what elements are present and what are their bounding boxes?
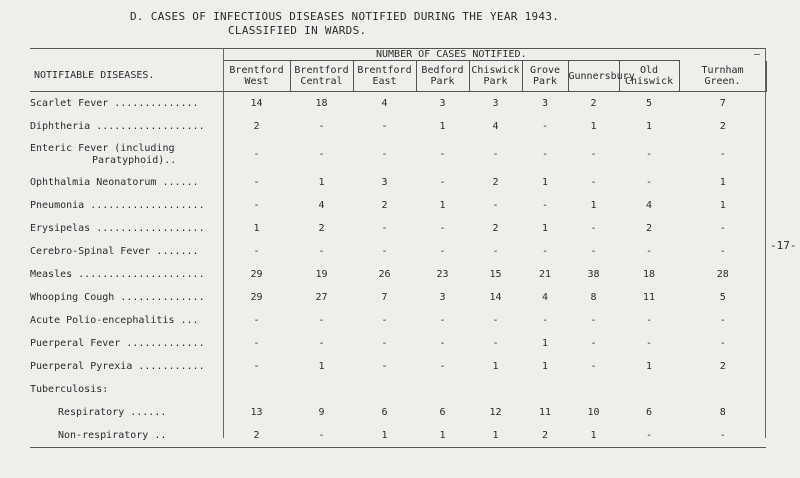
table-row (30, 309, 766, 332)
table-cell (619, 378, 679, 401)
table-cell: 11 (538, 407, 552, 418)
table-cell: - (719, 149, 726, 160)
table-row (30, 92, 766, 116)
table-row (30, 424, 766, 448)
table-cell: - (253, 246, 260, 257)
table-cell: - (439, 223, 446, 234)
table-cell: 4 (492, 121, 499, 132)
column-header: Brentford Central (290, 61, 353, 92)
table-cell: 1 (439, 200, 446, 211)
table-cell: - (381, 361, 388, 372)
table-cell: - (645, 315, 653, 326)
table-cell: 5 (645, 98, 653, 109)
table-cell: 1 (318, 361, 325, 372)
header-dash: — (679, 49, 766, 61)
table-cell: - (645, 177, 653, 188)
table-cell: - (253, 315, 260, 326)
table-cell: 1 (568, 424, 619, 448)
table-cell: 2 (381, 200, 388, 211)
table-cell: 18 (315, 98, 328, 109)
table-cell: - (590, 223, 597, 234)
table-cell: 38 (587, 269, 600, 280)
table-cell: - (253, 177, 260, 188)
table-cell: 3 (439, 292, 446, 303)
table-cell: 29 (250, 292, 263, 303)
table-cell: - (381, 121, 388, 132)
page-number: -17- (770, 239, 797, 252)
table-cell: - (381, 246, 388, 257)
table-cell: - (492, 246, 499, 257)
table-cell (416, 378, 469, 401)
column-header: Gunnersbury (568, 61, 619, 92)
row-label: Measles ..................... (30, 269, 205, 280)
row-label: Puerperal Fever ............. (30, 338, 205, 349)
row-label: Erysipelas .................. (30, 223, 205, 234)
table-cell: 15 (489, 269, 502, 280)
table-cell: 1 (439, 121, 446, 132)
table-cell: - (290, 424, 353, 448)
column-header: Chiswick Park (469, 61, 522, 92)
table-cell: 4 (318, 200, 325, 211)
row-label: Diphtheria .................. (30, 121, 205, 132)
table-cell: 7 (719, 98, 726, 109)
table-row (30, 401, 766, 424)
table-cell: 1 (318, 177, 325, 188)
table-cell: 4 (381, 98, 388, 109)
disease-column-header: NOTIFIABLE DISEASES. (30, 61, 223, 92)
table-cell (469, 378, 522, 401)
row-label: Scarlet Fever .............. (30, 98, 199, 109)
table-cell (353, 378, 416, 401)
table-cell: 6 (381, 407, 388, 418)
table-cell: - (719, 315, 726, 326)
table-cell: 1 (590, 200, 597, 211)
table-cell: 26 (378, 269, 391, 280)
page-subtitle: CLASSIFIED IN WARDS. (228, 24, 367, 37)
table-cell: 6 (645, 407, 653, 418)
table-cell: - (590, 149, 597, 160)
column-header: Old Chiswick (619, 61, 679, 92)
table-cell: 7 (381, 292, 388, 303)
table-cell: 2 (645, 223, 653, 234)
column-header: Brentford West (223, 61, 290, 92)
table-cell: - (318, 338, 325, 349)
table-cell: - (439, 338, 446, 349)
table-cell: 1 (492, 361, 499, 372)
group-header: NUMBER OF CASES NOTIFIED. (223, 49, 679, 61)
divider (223, 48, 224, 438)
table-cell: 2 (492, 223, 499, 234)
table-row (30, 115, 766, 138)
column-header: Turnham Green. (679, 61, 766, 92)
table-cell: - (590, 315, 597, 326)
table-cell: 2 (590, 98, 597, 109)
table-cell: 19 (315, 269, 328, 280)
table-cell: 2 (719, 121, 726, 132)
table-cell: - (439, 149, 446, 160)
table-cell: - (492, 149, 499, 160)
table-cell: 29 (250, 269, 263, 280)
table-cell: - (253, 361, 260, 372)
table-cell: 3 (541, 98, 549, 109)
table-cell: 4 (541, 292, 549, 303)
table-cell: 3 (381, 177, 388, 188)
table-cell: - (719, 246, 726, 257)
table-cell: 8 (719, 407, 726, 418)
table-cell: 14 (250, 98, 263, 109)
table-cell: - (719, 223, 726, 234)
table-row (30, 171, 766, 194)
table-cell: - (590, 338, 597, 349)
table-cell: 9 (318, 407, 325, 418)
table-cell: - (439, 361, 446, 372)
page-title: D. CASES OF INFECTIOUS DISEASES NOTIFIED DURING THE YEAR 1943. (130, 10, 560, 23)
table-cell: 3 (439, 98, 446, 109)
table-cell: - (439, 315, 446, 326)
table-cell: 6 (439, 407, 446, 418)
table-cell: 1 (541, 223, 549, 234)
table-cell: 1 (416, 424, 469, 448)
table-cell: - (381, 223, 388, 234)
table-cell: 14 (489, 292, 502, 303)
table-cell: 1 (541, 177, 549, 188)
divider (765, 48, 766, 438)
row-label: Enteric Fever (including Paratyphoid).. (30, 142, 177, 166)
table-cell: 10 (587, 407, 600, 418)
table-cell: - (590, 177, 597, 188)
column-header: Bedford Park (416, 61, 469, 92)
table-row (30, 263, 766, 286)
table-cell: - (439, 177, 446, 188)
table-cell: 13 (250, 407, 263, 418)
table-cell (223, 378, 290, 401)
table-row (30, 138, 766, 171)
row-label: Puerperal Pyrexia ........... (30, 361, 205, 372)
table-cell: 2 (318, 223, 325, 234)
table-cell: - (541, 246, 549, 257)
table-cell: 11 (642, 292, 656, 303)
table-cell: 1 (719, 200, 726, 211)
table-cell: 1 (469, 424, 522, 448)
diseases-table (30, 48, 767, 448)
column-header: Grove Park (522, 61, 568, 92)
table-row (30, 332, 766, 355)
table-cell: - (619, 424, 679, 448)
table-cell: - (492, 315, 499, 326)
table-cell: 12 (489, 407, 502, 418)
table-cell: - (645, 246, 653, 257)
table-cell: - (381, 338, 388, 349)
column-header: Brentford East (353, 61, 416, 92)
table-cell: - (645, 149, 653, 160)
table-cell: 2 (522, 424, 568, 448)
table-cell: 8 (590, 292, 597, 303)
row-label: Tuberculosis: (30, 384, 109, 395)
table-cell: 1 (590, 121, 597, 132)
table-cell: - (679, 424, 766, 448)
table-cell: - (590, 361, 597, 372)
table-cell: - (318, 315, 325, 326)
table-cell: 1 (353, 424, 416, 448)
table-cell: - (381, 149, 388, 160)
table-cell: - (318, 121, 325, 132)
row-label: Ophthalmia Neonatorum ...... (30, 177, 199, 188)
table-cell: 1 (253, 223, 260, 234)
table-cell: 1 (541, 361, 549, 372)
table-cell: 2 (492, 177, 499, 188)
table-cell: - (719, 338, 726, 349)
table-cell: - (541, 121, 549, 132)
row-label: Cerebro-Spinal Fever ....... (30, 246, 199, 257)
table-cell: - (590, 246, 597, 257)
header-spacer (30, 49, 223, 61)
table-cell (290, 378, 353, 401)
table-cell: 2 (253, 121, 260, 132)
table-row (30, 217, 766, 240)
table-cell: 2 (223, 424, 290, 448)
table-cell: 28 (716, 269, 729, 280)
table-cell: 5 (719, 292, 726, 303)
table-cell: 27 (315, 292, 328, 303)
table-cell: - (381, 315, 388, 326)
row-label: Whooping Cough .............. (30, 292, 205, 303)
row-label: Pneumonia ................... (30, 200, 205, 211)
table-cell: 1 (719, 177, 726, 188)
row-label: Non-respiratory .. (30, 424, 223, 448)
table-cell: - (439, 246, 446, 257)
table-row (30, 194, 766, 217)
row-label: Acute Polio-encephalitis ... (30, 315, 199, 326)
row-label: Respiratory ...... (58, 407, 167, 418)
table-cell: - (492, 338, 499, 349)
table-cell: - (318, 149, 325, 160)
table-cell: - (253, 338, 260, 349)
table-cell: - (541, 149, 549, 160)
table-cell: 23 (436, 269, 449, 280)
table-cell (679, 378, 766, 401)
table-cell (568, 378, 619, 401)
table-cell (522, 378, 568, 401)
table-cell: 18 (642, 269, 656, 280)
table-cell: - (253, 149, 260, 160)
table-cell: 1 (541, 338, 549, 349)
table-cell: - (253, 200, 260, 211)
table-cell: - (318, 246, 325, 257)
table-cell: 1 (645, 361, 653, 372)
table-cell: - (541, 200, 549, 211)
table-cell: 21 (538, 269, 552, 280)
table-cell: - (645, 338, 653, 349)
table-cell: 3 (492, 98, 499, 109)
table-cell: - (492, 200, 499, 211)
table-cell: 4 (645, 200, 653, 211)
table-cell: 2 (719, 361, 726, 372)
table-row (30, 355, 766, 378)
table-cell: - (541, 315, 549, 326)
table-row (30, 378, 766, 401)
table-row (30, 286, 766, 309)
table-cell: 1 (645, 121, 653, 132)
table-row (30, 240, 766, 263)
